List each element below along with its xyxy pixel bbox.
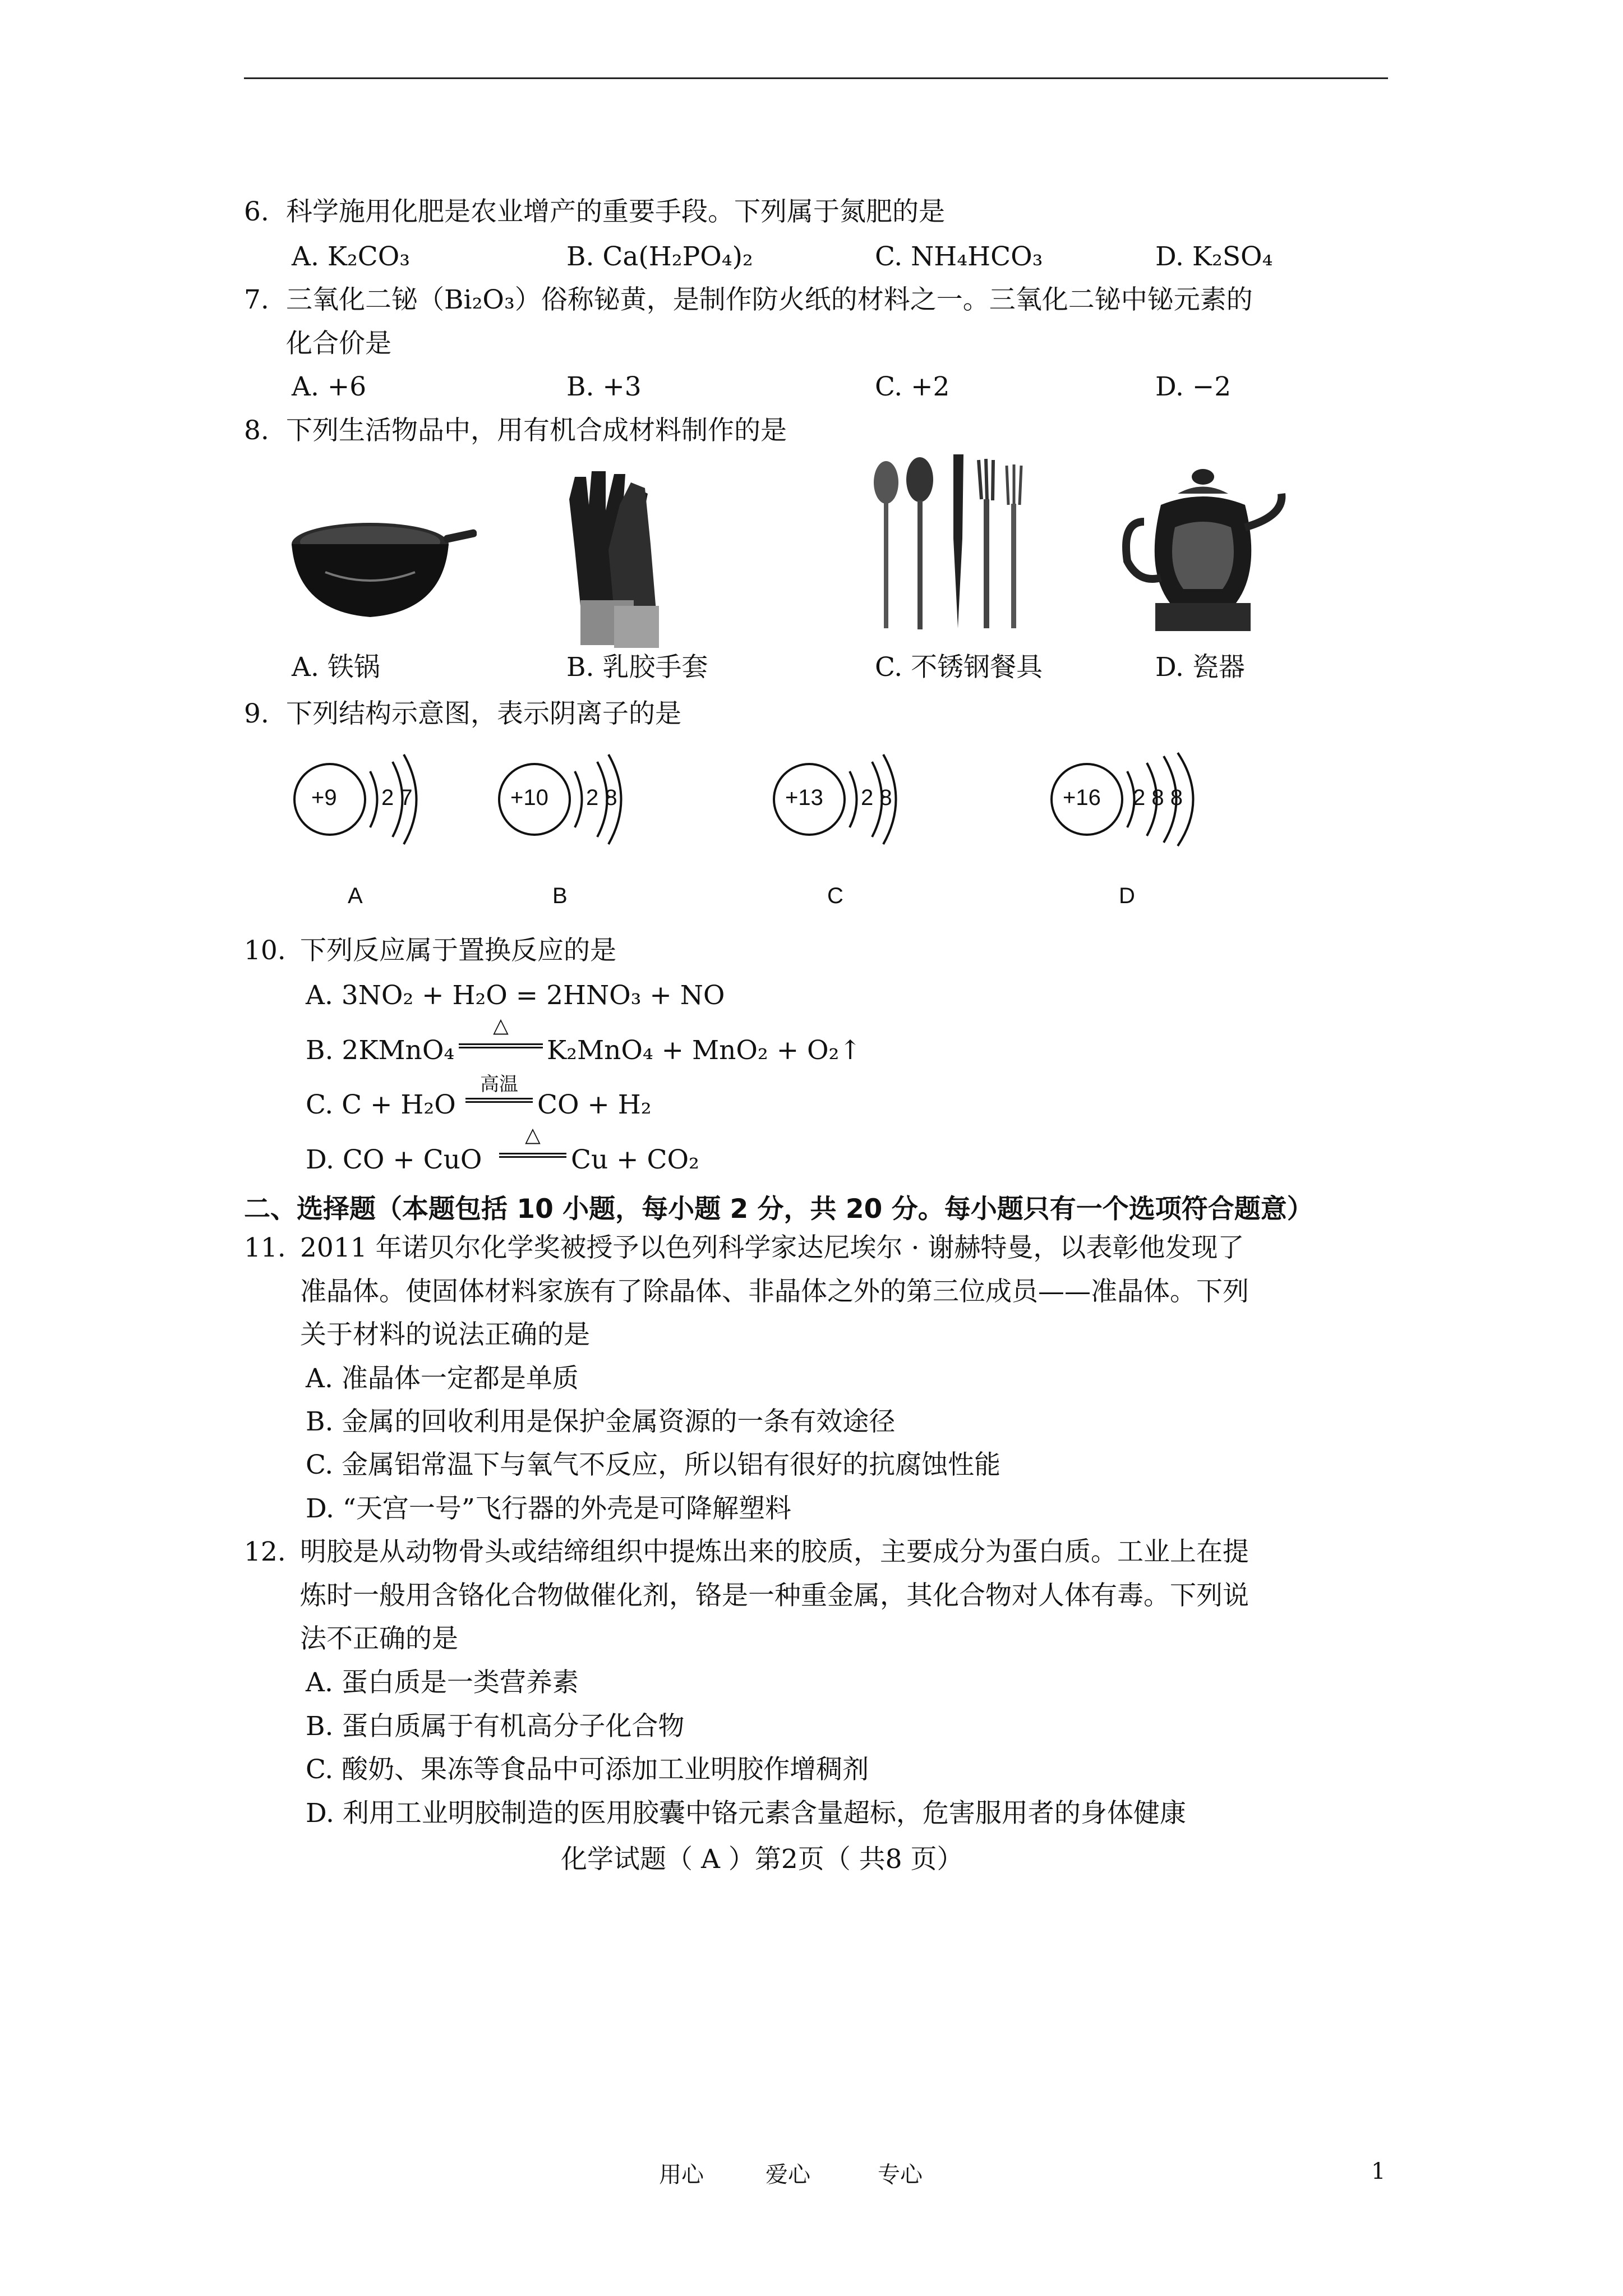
atom-diagram-a [292, 752, 460, 847]
q10-option-b-arrow [459, 1043, 543, 1048]
footer-page-number: 1 [1371, 2159, 1386, 2184]
q12-option-d: D. 利用工业明胶制造的医用胶囊中铬元素含量超标，危害服用者的身体健康 [306, 1798, 1186, 1829]
q10-option-d-right: Cu + CO₂ [571, 1144, 699, 1175]
q10-option-c-left: C. C + H₂O [306, 1089, 456, 1120]
q11-option-a: A. 准晶体一定都是单质 [306, 1363, 579, 1394]
q10-option-b-right: K₂MnO₄ + MnO₂ + O₂↑ [547, 1035, 861, 1066]
q12-option-a: A. 蛋白质是一类营养素 [306, 1667, 579, 1698]
q8-stem: 下列生活物品中，用有机合成材料制作的是 [286, 415, 787, 446]
q10-option-c-arrow [465, 1098, 533, 1103]
q12-option-b: B. 蛋白质属于有机高分子化合物 [306, 1711, 685, 1742]
q8-option-c: C. 不锈钢餐具 [875, 652, 1043, 683]
porcelain-teapot-image [1122, 460, 1290, 639]
q7-option-d: D. −2 [1155, 371, 1232, 402]
atom-b-nucleus: +10 [510, 785, 548, 810]
q10-option-d-arrow [499, 1153, 566, 1158]
q12-line1: 明胶是从动物骨头或结缔组织中提炼出来的胶质，主要成分为蛋白质。工业上在提 [300, 1536, 1249, 1567]
q8-option-d: D. 瓷器 [1155, 652, 1245, 683]
q10-option-b-left: B. 2KMnO₄ [306, 1035, 455, 1066]
q11-option-d: D. “天宫一号”飞行器的外壳是可降解塑料 [306, 1493, 791, 1524]
iron-wok-image [286, 505, 477, 634]
q6-option-d: D. K₂SO₄ [1155, 241, 1273, 272]
q8-option-b: B. 乳胶手套 [566, 652, 708, 683]
atom-c-label: C [827, 884, 843, 908]
q11-option-b: B. 金属的回收利用是保护金属资源的一条有效途径 [306, 1406, 896, 1437]
exam-page-footer: 化学试题（ A ）第2页（ 共8 页） [561, 1844, 963, 1875]
atom-diagram-c [771, 752, 939, 847]
q10-option-d-condition: △ [525, 1124, 541, 1147]
footer-right: 专心 [878, 2162, 923, 2188]
q7-stem-cont: 化合价是 [286, 328, 391, 359]
atom-diagram-b [496, 752, 665, 847]
footer-left: 用心 [659, 2162, 704, 2188]
stainless-cutlery-image [864, 449, 1026, 634]
q10-option-b-condition: △ [493, 1014, 509, 1037]
q6-number: 6. [244, 196, 269, 227]
q9-number: 9. [244, 698, 269, 729]
q10-option-c-condition: 高温 [480, 1073, 518, 1096]
latex-glove-image [552, 466, 698, 651]
q11-line1: 2011 年诺贝尔化学奖被授予以色列科学家达尼埃尔 · 谢赫特曼，以表彰他发现了 [300, 1232, 1244, 1263]
atom-b-label: B [552, 884, 568, 908]
q12-option-c: C. 酸奶、果冻等食品中可添加工业明胶作增稠剂 [306, 1754, 869, 1785]
header-rule [244, 77, 1388, 79]
q7-option-a: A. +6 [292, 371, 367, 402]
q11-number: 11. [244, 1232, 286, 1263]
atom-d-label: D [1119, 884, 1135, 908]
q11-line3: 关于材料的说法正确的是 [300, 1319, 590, 1350]
q6-option-a: A. K₂CO₃ [292, 241, 411, 272]
atom-d-electrons: 2 8 8 [1133, 785, 1183, 810]
q11-option-c: C. 金属铝常温下与氧气不反应，所以铝有很好的抗腐蚀性能 [306, 1450, 1001, 1480]
q10-option-c-right: CO + H₂ [537, 1089, 652, 1120]
q11-line2: 准晶体。使固体材料家族有了除晶体、非晶体之外的第三位成员——准晶体。下列 [300, 1276, 1249, 1307]
q10-option-d-left: D. CO + CuO [306, 1144, 482, 1175]
q8-number: 8. [244, 415, 269, 446]
q6-option-c: C. NH₄HCO₃ [875, 241, 1043, 272]
atom-c-nucleus: +13 [785, 785, 823, 810]
q6-option-b: B. Ca(H₂PO₄)₂ [566, 241, 753, 272]
q9-stem: 下列结构示意图，表示阴离子的是 [286, 698, 681, 729]
q12-line2: 炼时一般用含铬化合物做催化剂，铬是一种重金属，其化合物对人体有毒。下列说 [300, 1580, 1249, 1611]
atom-a-electrons: 2 7 [381, 785, 413, 810]
q12-line3: 法不正确的是 [300, 1623, 458, 1654]
atom-a-label: A [348, 884, 363, 908]
section-2-heading: 二、选择题（本题包括 10 小题，每小题 2 分，共 20 分。每小题只有一个选项符合题意） [244, 1194, 1313, 1225]
q7-number: 7. [244, 284, 269, 315]
q10-option-a: A. 3NO₂ + H₂O = 2HNO₃ + NO [306, 980, 725, 1011]
atom-b-electrons: 2 8 [586, 785, 617, 810]
atom-a-nucleus: +9 [311, 785, 337, 810]
q10-stem: 下列反应属于置换反应的是 [300, 935, 616, 966]
q10-number: 10. [244, 935, 286, 966]
q6-stem: 科学施用化肥是农业增产的重要手段。下列属于氮肥的是 [286, 196, 945, 227]
q7-option-b: B. +3 [566, 371, 642, 402]
atom-d-nucleus: +16 [1063, 785, 1101, 810]
q7-option-c: C. +2 [875, 371, 950, 402]
q8-option-a: A. 铁锅 [292, 652, 380, 683]
atom-c-electrons: 2 8 [861, 785, 892, 810]
q7-stem: 三氧化二铋（Bi₂O₃）俗称铋黄，是制作防火纸的材料之一。三氧化二铋中铋元素的 [286, 284, 1253, 315]
atom-diagram-d [1049, 752, 1239, 847]
footer-middle: 爱心 [766, 2162, 810, 2188]
q12-number: 12. [244, 1536, 286, 1567]
